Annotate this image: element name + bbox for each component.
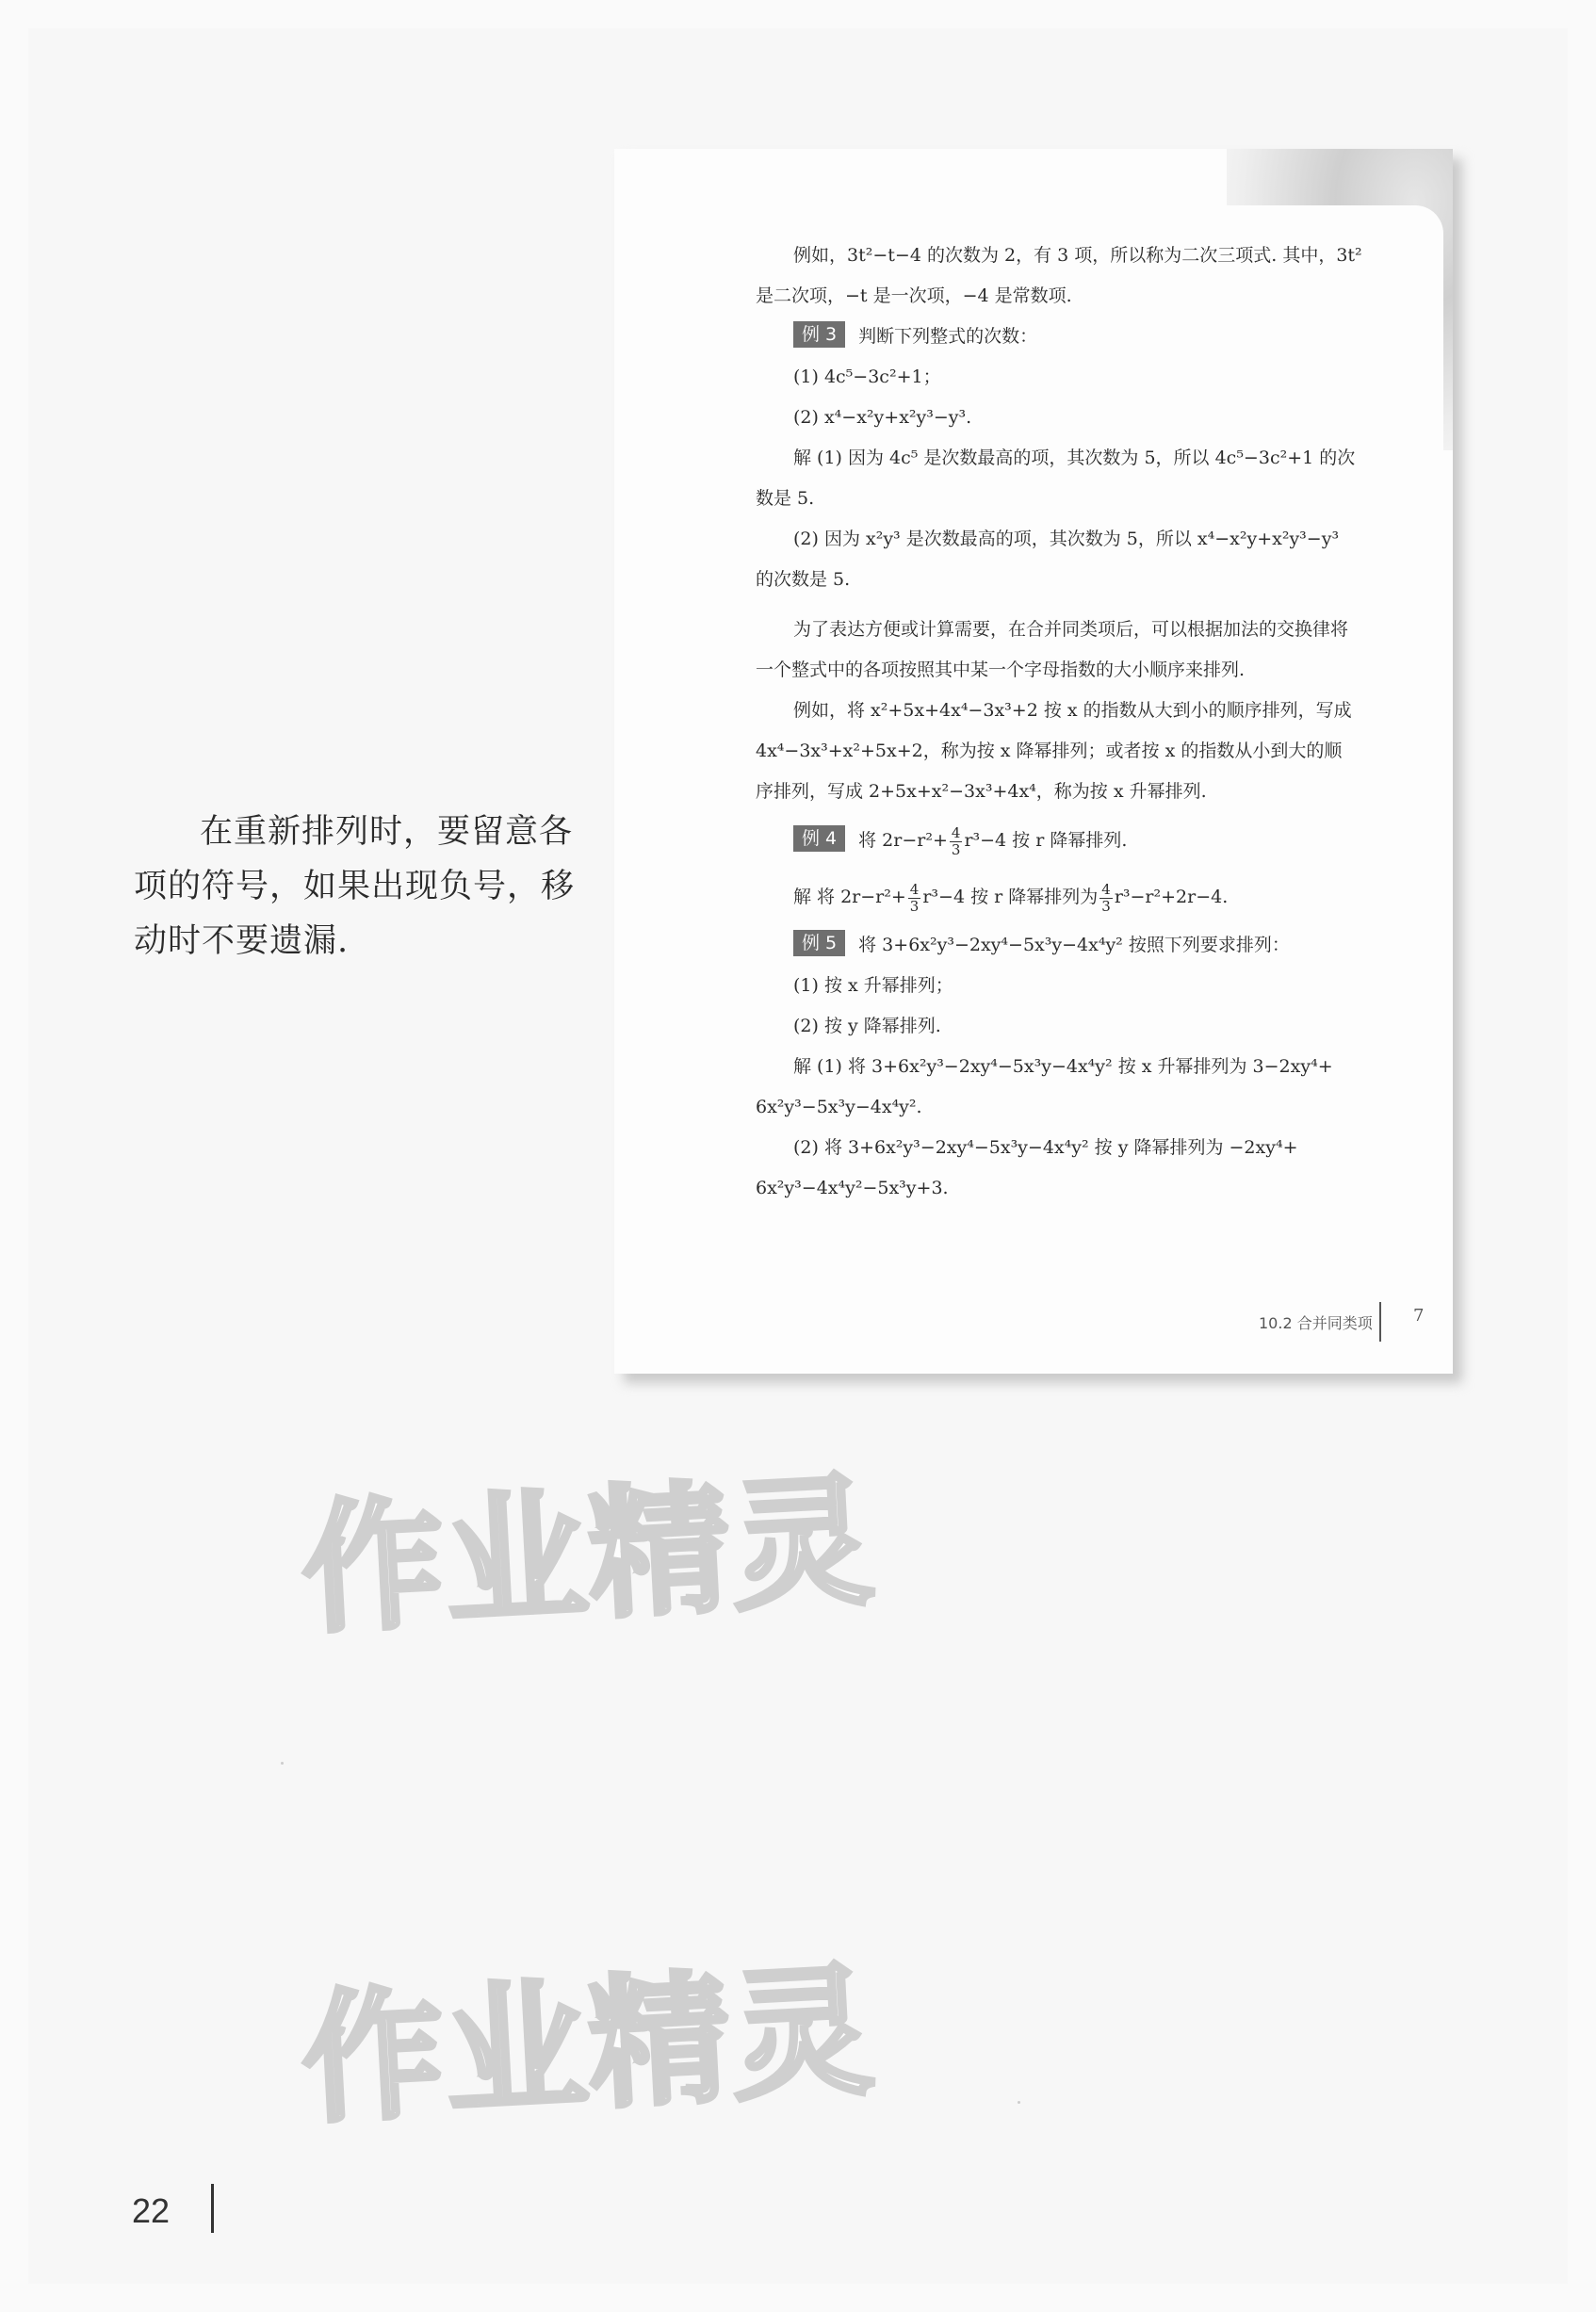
text-line: 为了表达方便或计算需要，在合并同类项后，可以根据加法的交换律将 (793, 619, 1349, 640)
watermark: 作业精灵 (298, 1949, 879, 2143)
fraction-numerator: 4 (909, 880, 920, 898)
example-tag: 例 4 (793, 825, 845, 852)
fraction-denominator: 3 (1101, 897, 1111, 915)
solution-text: 解 将 2r−r²+ (793, 887, 906, 907)
example-text: r³−4 按 r 降幂排列. (964, 830, 1128, 851)
example-5-heading (756, 925, 1453, 966)
text-line: (1) 按 x 升幂排列； (793, 975, 953, 996)
text-line: 6x²y³−4x⁴y²−5x³y+3. (756, 1178, 949, 1198)
fraction (1099, 882, 1113, 915)
fraction-denominator: 3 (909, 897, 920, 915)
text-line: 6x²y³−5x³y−4x⁴y². (756, 1097, 922, 1117)
margin-note-line: 在重新排列时，要留意各 (200, 813, 574, 851)
example-text: 将 3+6x²y³−2xy⁴−5x³y−4x⁴y² 按照下列要求排列： (858, 935, 1290, 955)
fraction-denominator: 3 (951, 840, 961, 858)
example-text: 判断下列整式的次数： (858, 326, 1038, 347)
solution-text: r³−r²+2r−4. (1114, 887, 1229, 907)
page-number: 22 (132, 2191, 171, 2230)
example-tag: 例 3 (793, 321, 845, 348)
text-line: 数是 5. (756, 488, 815, 509)
example-4-heading (756, 812, 1453, 869)
text-line: (2) 因为 x²y³ 是次数最高的项，其次数为 5，所以 x⁴−x²y+x²y³−y³ (793, 529, 1340, 549)
text-line: 例如，3t²−t−4 的次数为 2，有 3 项，所以称为二次三项式. 其中，3t² (793, 245, 1362, 266)
margin-note (134, 805, 578, 969)
text-line: 解 (1) 将 3+6x²y³−2xy⁴−5x³y−4x⁴y² 按 x 升幂排列为 3−2xy⁴+ (793, 1056, 1333, 1077)
text-line: 解 (1) 因为 4c⁵ 是次数最高的项，其次数为 5，所以 4c⁵−3c²+1 的次 (793, 448, 1356, 468)
book-section-label: 10.2 合并同类项 (1259, 1314, 1373, 1332)
fraction (908, 882, 921, 915)
text-line: (2) 将 3+6x²y³−2xy⁴−5x³y−4x⁴y² 按 y 降幂排列为 −2xy⁴+ (793, 1137, 1298, 1158)
text-line: 序排列，写成 2+5x+x²−3x³+4x⁴，称为按 x 升幂排列. (756, 781, 1207, 802)
fraction-numerator: 4 (951, 823, 961, 841)
text-line: 4x⁴−3x³+x²+5x+2，称为按 x 降幂排列；或者按 x 的指数从小到大的顺 (756, 741, 1343, 761)
example-text: 将 2r−r²+ (858, 830, 948, 851)
example-3-heading (756, 317, 1453, 357)
margin-note-line: 动时不要遗漏. (134, 922, 350, 960)
footer-divider (1379, 1302, 1381, 1342)
solution-text: r³−4 按 r 降幂排列为 (922, 887, 1099, 907)
text-line: (2) x⁴−x²y+x²y³−y³. (793, 407, 972, 428)
text-line: 是二次项，−t 是一次项，−4 是常数项. (756, 285, 1072, 306)
fraction (950, 825, 963, 858)
scan-speck (281, 1762, 284, 1765)
book-page-image (614, 149, 1453, 1374)
text-line: 一个整式中的各项按照其中某一个字母指数的大小顺序来排列. (756, 659, 1246, 680)
example-4-solution (756, 869, 1453, 925)
fraction-numerator: 4 (1101, 880, 1111, 898)
book-page-number: 7 (1413, 1306, 1425, 1326)
text-line: 例如，将 x²+5x+4x⁴−3x³+2 按 x 的指数从大到小的顺序排列，写成 (793, 700, 1352, 721)
text-line: 的次数是 5. (756, 569, 851, 590)
watermark: 作业精灵 (298, 1459, 879, 1653)
page-number-divider (211, 2184, 214, 2233)
scan-speck (1018, 2101, 1020, 2104)
example-tag: 例 5 (793, 930, 845, 956)
margin-note-line: 项的符号，如果出现负号，移 (134, 868, 576, 905)
book-footer (1259, 1311, 1373, 1333)
text-line: (1) 4c⁵−3c²+1； (793, 366, 941, 387)
text-line: (2) 按 y 降幂排列. (793, 1016, 941, 1036)
book-page-content (756, 236, 1453, 1209)
